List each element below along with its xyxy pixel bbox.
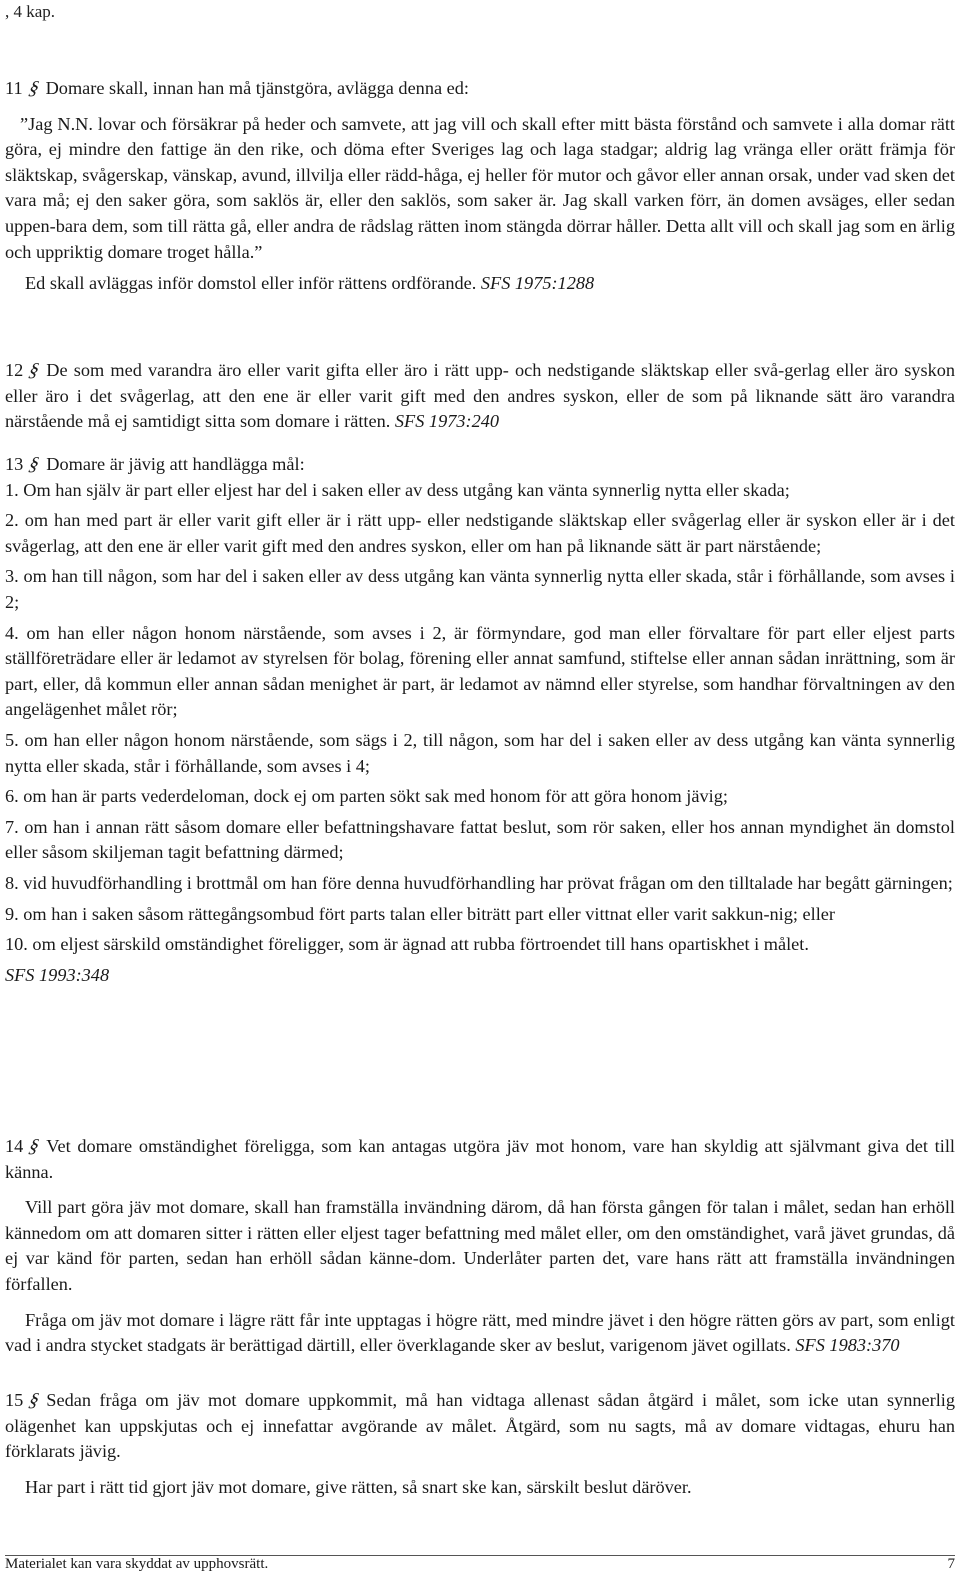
section-number: 12 — [5, 360, 24, 380]
section-11 — [5, 76, 955, 297]
section-11-intro — [5, 76, 955, 102]
section-11-oath: ”Jag N.N. lovar och försäkrar på heder och samvete, att jag vill och skall efter mitt bästa förstånd och samvete i alla domar rätt göra, ej mindre den fattige än den rike, och döma efter Sveriges lag och laga stadgar; aldrig lag vränga eller orätt främja för släktskap, svågerskap, vänskap, avund, illvilja eller rädd-håga, ej heller för mutor och gåvor eller annan orsak, under vad sken det vara må; ej den saker göra, som saklös är, eller den saklös, som saker är. Jag skall varken förr, än domen avsäges, eller sedan uppen-bara dem, som till rätta gå, eller andra de rådslag rätten inom stängda dörrar håller. Detta allt vill och skall jag som en ärlig och uppriktig domare troget hålla.” — [5, 113, 955, 262]
section-number: 11 — [5, 78, 23, 98]
section-15 — [5, 1388, 955, 1500]
section-11-closing-text: Ed skall avläggas inför domstol eller inför rättens ordförande. — [25, 273, 477, 294]
paragraph-sign-icon: § — [25, 1390, 43, 1411]
section-number: 13 — [5, 454, 24, 474]
list-item: 4. om han eller någon honom närstående, som avses i 2, är förmyndare, god man eller förvaltare för part eller eljest parts ställföreträdare eller är ledamot av styrelsen för bolag, förening eller annat samfund, stiftelse eller annan sådan inrättning, som är part, eller, då kommun eller annan sådan menighet är part, är ledamot av nämnd eller styrelse, som handhar förvaltningen av den angelägenhet målet rör; — [5, 622, 955, 720]
section-11-closing — [5, 271, 955, 297]
paragraph-sign-icon: § — [25, 454, 43, 475]
section-13-intro-text: Domare är jävig att handlägga mål: — [46, 454, 305, 474]
list-item: 2. om han med part är eller varit gift eller är i rätt upp- eller nedstigande släktskap eller svågerlag eller är syskon eller är i det svågerlag, att den ene är eller varit gift med den andres syskon, eller om han på liknande sätt är part närstående; — [5, 510, 955, 556]
list-item: 10. om eljest särskild omständighet föreligger, som är ägnad att rubba förtroendet till hans opartiskhet i målet. — [5, 934, 809, 955]
sfs-reference: SFS 1973:240 — [394, 411, 499, 432]
section-14-p3 — [5, 1308, 955, 1359]
section-12 — [5, 358, 955, 435]
section-15-p2: Har part i rätt tid gjort jäv mot domare, give rätten, så snart ske kan, särskilt beslut däröver. — [25, 1476, 692, 1497]
list-item: 9. om han i saken såsom rättegångsombud fört parts talan eller biträtt part eller vittnat eller varit sakkun-nig; eller — [5, 903, 836, 924]
section-14-p1 — [5, 1134, 955, 1185]
list-item: 3. om han till någon, som har del i saken eller av dess utgång kan vänta synnerlig nytta eller skada, står i förhållande, som avses i 2; — [5, 566, 955, 612]
section-12-body: De som med varandra äro eller varit gifta eller äro i rätt upp- och nedstigande släktskap eller svå-gerlag eller äro syskon eller äro i det svågerlag, att den ene är eller varit gift med den andres syskon, eller de som på liknande sätt äro varandra närstående må ej samtidigt sitta som domare i rätten. — [5, 360, 955, 432]
list-item: 6. om han är parts vederdeloman, dock ej om parten sökt sak med honom för att göra honom jävig; — [5, 786, 728, 807]
list-item: 8. vid huvudförhandling i brottmål om han före denna huvudförhandling har prövat frågan om den tilltalade har begått gärningen; — [5, 872, 953, 893]
section-14-p1-text: Vet domare omständighet föreligga, som kan antagas utgöra jäv mot honom, vare han skyldig att självmant giva det till känna. — [5, 1136, 955, 1182]
section-14-p3-text: Fråga om jäv mot domare i lägre rätt får inte upptagas i högre rätt, med mindre jävet i den högre rätten görs av part, som enligt vad i andra stycket stadgats är berättigad därtill, eller överklagande sker av beslut, varigenom jävet ogillats. — [5, 1309, 955, 1356]
section-11-intro-text: Domare skall, innan han må tjänstgöra, avlägga denna ed: — [45, 78, 469, 98]
sfs-reference: SFS 1993:348 — [5, 964, 110, 985]
paragraph-sign-icon: § — [25, 360, 43, 381]
paragraph-sign-icon: § — [25, 1136, 43, 1157]
section-number: 15 — [5, 1390, 24, 1410]
paragraph-sign-icon: § — [25, 78, 43, 99]
section-15-p1 — [5, 1388, 955, 1465]
section-15-p1-text: Sedan fråga om jäv mot domare uppkommit, må han vidtaga allenast sådan åtgärd i målet, som icke utan synnerlig olägenhet kan uppskjutas och ej innefattar avgörande av målet. Åtgärd, som nu sagts, må av domare vidtagas, ehuru han förklarats jävig. — [5, 1390, 955, 1462]
sfs-reference: SFS 1975:1288 — [480, 273, 595, 294]
page-number: 7 — [947, 1556, 955, 1572]
list-item: 1. Om han själv är part eller eljest har del i saken eller av dess utgång kan vänta synnerlig nytta eller skada; — [5, 479, 790, 500]
section-number: 14 — [5, 1136, 24, 1156]
sfs-reference: SFS 1983:370 — [795, 1335, 900, 1356]
copyright-notice: Materialet kan vara skyddat av upphovsrätt. — [5, 1556, 269, 1572]
section-14-p2: Vill part göra jäv mot domare, skall han framställa invändning därom, då han första gången för talan i målet, sedan han erhöll kännedom om att domaren sitter i rätten eller eljest tager befattning med målet eller, om den omständighet, varå jävet grundas, då ej var känd för parten, sedan han erhöll sådan känne-dom. Underlåter parten det, vare hans rätt att framställa invändningen förfallen. — [5, 1197, 955, 1294]
list-item: 7. om han i annan rätt såsom domare eller befattningshavare fattat beslut, som rör saken, eller hos annan myndighet än domstol eller såsom skiljeman tagit befattning därmed; — [5, 816, 955, 863]
section-13-intro — [5, 452, 955, 478]
chapter-reference: , 4 kap. — [5, 2, 56, 21]
list-item: 5. om han eller någon honom närstående, som sägs i 2, till någon, som har del i saken eller av dess utgång kan vänta synnerlig nytta eller skada, står i förhållande, som avses i 4; — [5, 729, 955, 776]
section-14 — [5, 1134, 955, 1359]
section-13 — [5, 452, 955, 988]
section-12-text — [5, 358, 955, 435]
